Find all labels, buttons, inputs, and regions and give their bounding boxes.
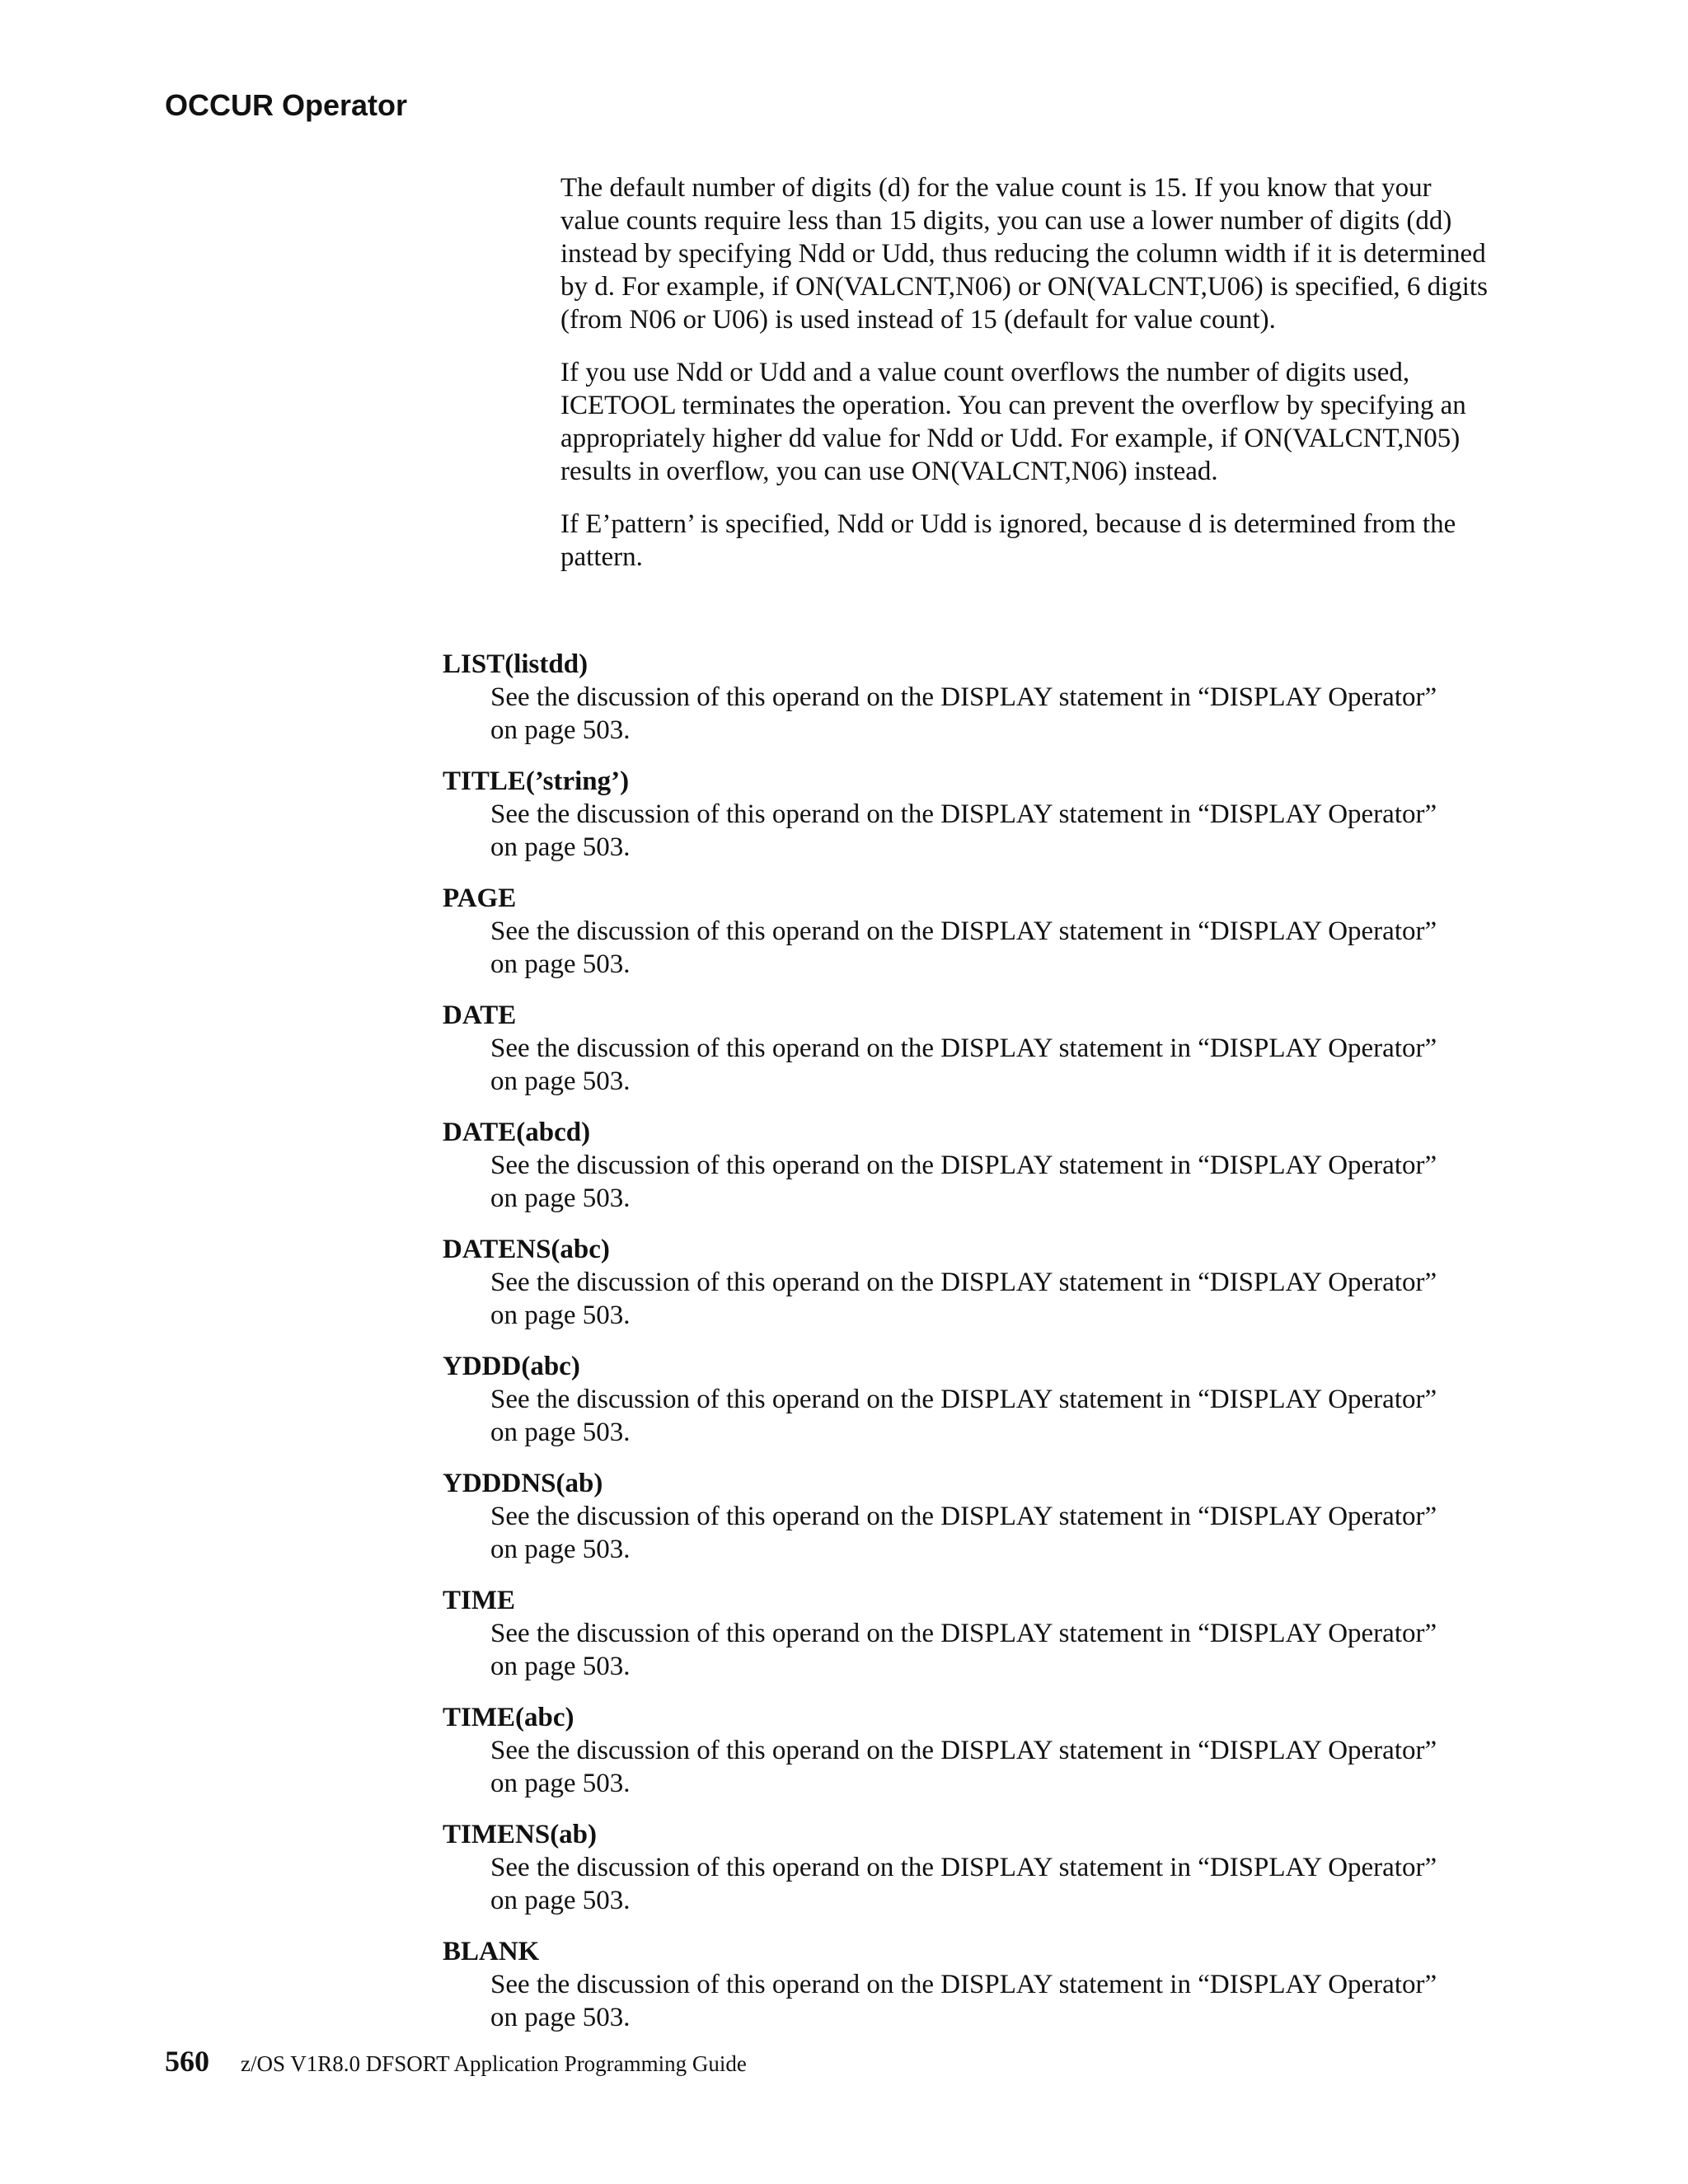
- operand-entry-ydddns: [443, 1467, 1514, 1566]
- operand-description: See the discussion of this operand on the DISPLAY statement in “DISPLAY Operator” on page 503.: [490, 1619, 1437, 1681]
- operand-entry-datens: [443, 1233, 1514, 1332]
- operand-entry-yddd: [443, 1350, 1514, 1449]
- book-title: z/OS V1R8.0 DFSORT Application Programming Guide: [241, 2051, 747, 2076]
- operand-description: See the discussion of this operand on the DISPLAY statement in “DISPLAY Operator” on page 503.: [490, 1033, 1437, 1096]
- operand-entry-date-abcd: [443, 1116, 1514, 1215]
- operand-term: TIME(abc): [443, 1703, 574, 1732]
- operand-term: DATENS(abc): [443, 1235, 610, 1264]
- operand-term: YDDD(abc): [443, 1352, 580, 1381]
- paragraph-default-digits: The default number of digits (d) for the value count is 15. If you know that your value counts require less than 15 digits, you can use a lower number of digits (dd) instead by specifying Ndd or Udd, thus reducing the column width if it is determined by d. For example, if ON(VALCNT,N06) or ON(VALCNT,U06) is specified, 6 digits (from N06 or U06) is used instead of 15 (default for value count).: [560, 173, 1488, 335]
- operand-entry-list: [443, 648, 1514, 747]
- operand-entry-title: [443, 765, 1514, 864]
- operand-description: See the discussion of this operand on the DISPLAY statement in “DISPLAY Operator” on page 503.: [490, 1853, 1437, 1915]
- operand-term: YDDDNS(ab): [443, 1469, 603, 1498]
- operand-term: BLANK: [443, 1937, 540, 1966]
- operand-term: TIME: [443, 1586, 516, 1615]
- operand-entry-timens: [443, 1818, 1514, 1917]
- page-footer: [165, 2042, 747, 2080]
- operand-description: See the discussion of this operand on the DISPLAY statement in “DISPLAY Operator” on page 503.: [490, 1502, 1437, 1564]
- intro-section: [560, 171, 1492, 593]
- operand-description: See the discussion of this operand on the DISPLAY statement in “DISPLAY Operator” on page 503.: [490, 1970, 1437, 2032]
- operand-description: See the discussion of this operand on the DISPLAY statement in “DISPLAY Operator” on page 503.: [490, 799, 1437, 862]
- operand-description: See the discussion of this operand on the DISPLAY statement in “DISPLAY Operator” on page 503.: [490, 682, 1437, 745]
- operand-term: TITLE(’string’): [443, 766, 630, 796]
- operand-term: TIMENS(ab): [443, 1820, 598, 1849]
- operand-description: See the discussion of this operand on the DISPLAY statement in “DISPLAY Operator” on page 503.: [490, 916, 1437, 979]
- operand-term: DATE: [443, 1001, 517, 1030]
- operand-description: See the discussion of this operand on the DISPLAY statement in “DISPLAY Operator” on page 503.: [490, 1151, 1437, 1213]
- paragraph-pattern: If E’pattern’ is specified, Ndd or Udd is ignored, because d is determined from the pattern.: [560, 509, 1456, 572]
- operand-entry-time-abc: [443, 1701, 1514, 1800]
- operand-description: See the discussion of this operand on the DISPLAY statement in “DISPLAY Operator” on page 503.: [490, 1736, 1437, 1798]
- operand-term: LIST(listdd): [443, 649, 588, 679]
- running-head: OCCUR Operator: [165, 88, 408, 122]
- operand-entry-date: [443, 999, 1514, 1098]
- page-number: 560: [165, 2045, 209, 2078]
- operand-entry-page: [443, 882, 1514, 981]
- operand-description: See the discussion of this operand on the DISPLAY statement in “DISPLAY Operator” on page 503.: [490, 1385, 1437, 1447]
- paragraph-overflow: If you use Ndd or Udd and a value count overflows the number of digits used, ICETOOL terminates the operation. You can prevent the overflow by specifying an appropriately higher dd value for Ndd or Udd. For example, if ON(VALCNT,N05) results in overflow, you can use ON(VALCNT,N06) instead.: [560, 358, 1466, 486]
- operand-description: See the discussion of this operand on the DISPLAY statement in “DISPLAY Operator” on page 503.: [490, 1268, 1437, 1330]
- operand-list: [443, 648, 1514, 2052]
- operand-term: DATE(abcd): [443, 1118, 591, 1147]
- operand-entry-blank: [443, 1935, 1514, 2034]
- operand-term: PAGE: [443, 883, 517, 913]
- operand-entry-time: [443, 1584, 1514, 1683]
